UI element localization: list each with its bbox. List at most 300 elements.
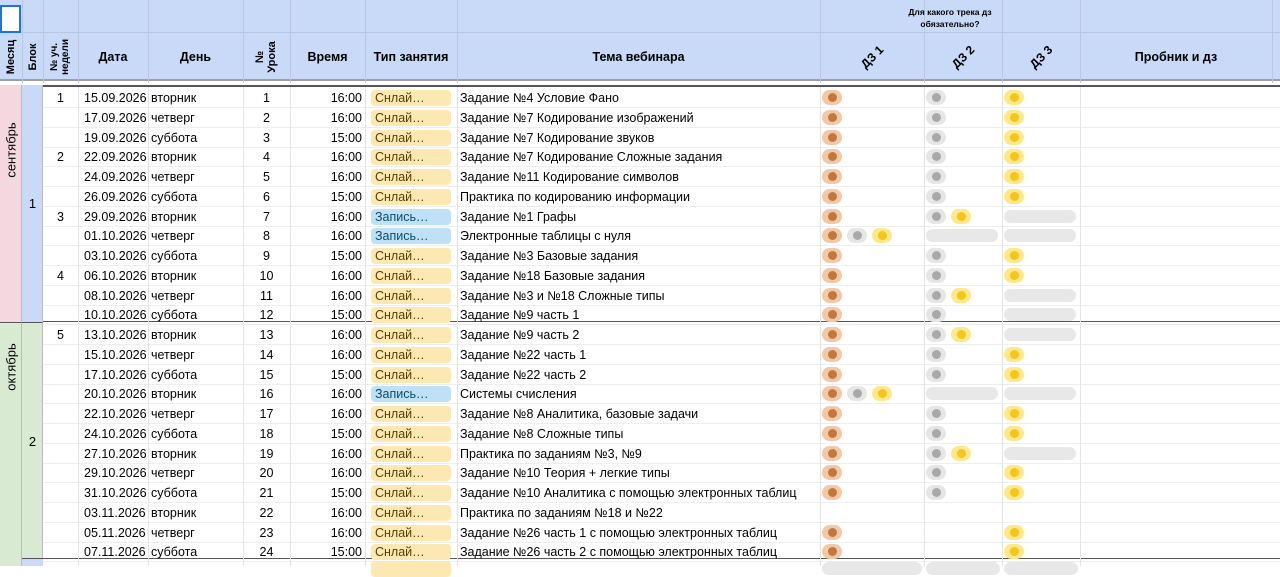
silver-medal-icon-dot bbox=[932, 251, 941, 260]
gold-medal-icon-dot bbox=[957, 291, 966, 300]
silver-medal-icon-dot bbox=[932, 271, 941, 280]
type-chip-online[interactable]: Снлай… bbox=[371, 525, 451, 541]
bronze-medal-icon-dot bbox=[828, 251, 837, 260]
header-gridline bbox=[1272, 0, 1273, 83]
lesson-number: 10 bbox=[259, 269, 274, 283]
silver-medal-icon[interactable] bbox=[926, 446, 946, 461]
header-dz3 bbox=[1002, 33, 1080, 81]
gold-medal-icon[interactable] bbox=[872, 386, 892, 401]
type-chip-online[interactable]: Снлай… bbox=[371, 288, 451, 304]
gold-medal-icon-dot bbox=[1010, 271, 1019, 280]
silver-medal-icon-dot bbox=[853, 231, 862, 240]
gold-medal-icon-dot bbox=[1010, 409, 1019, 418]
silver-medal-icon-dot bbox=[932, 468, 941, 477]
silver-medal-icon[interactable] bbox=[847, 228, 867, 243]
bronze-medal-icon-dot bbox=[828, 528, 837, 537]
bronze-medal-icon[interactable] bbox=[822, 386, 842, 401]
lesson-date: 07.11.2026 bbox=[84, 545, 146, 559]
type-chip-online[interactable]: Снлай… bbox=[371, 505, 451, 521]
lesson-number: 18 bbox=[259, 427, 274, 441]
lesson-day: вторник bbox=[151, 447, 197, 461]
type-chip-online[interactable]: Снлай… bbox=[371, 307, 451, 323]
lesson-date: 27.10.2026 bbox=[84, 447, 147, 461]
bronze-medal-icon-dot bbox=[828, 389, 837, 398]
lesson-day: четверг bbox=[151, 229, 195, 243]
bronze-medal-icon[interactable] bbox=[822, 169, 842, 184]
webinar-topic: Задание №26 часть 1 с помощью электронных таблиц bbox=[460, 526, 777, 540]
lesson-number: 5 bbox=[263, 170, 270, 184]
gold-medal-icon[interactable] bbox=[1004, 485, 1024, 500]
gold-medal-icon-dot bbox=[878, 389, 887, 398]
lesson-time: 15:00 bbox=[330, 427, 362, 441]
gold-medal-icon[interactable] bbox=[1004, 406, 1024, 421]
type-chip-online[interactable]: Снлай… bbox=[371, 169, 451, 185]
webinar-topic: Задание №10 Теория + легкие типы bbox=[460, 466, 670, 480]
lesson-time: 16:00 bbox=[330, 387, 362, 401]
webinar-topic: Практика по кодированию информации bbox=[460, 190, 690, 204]
dz3-empty-placeholder bbox=[1004, 387, 1076, 400]
lesson-number: 19 bbox=[259, 447, 274, 461]
silver-medal-icon[interactable] bbox=[926, 485, 946, 500]
top-header-strip bbox=[0, 0, 1280, 33]
header-dz3-label: ДЗ 3 bbox=[1026, 42, 1056, 72]
gold-medal-icon-dot bbox=[1010, 192, 1019, 201]
bronze-medal-icon[interactable] bbox=[822, 367, 842, 382]
lesson-day: вторник bbox=[151, 91, 197, 105]
header-date: Дата bbox=[98, 50, 128, 64]
gold-medal-icon-dot bbox=[957, 449, 966, 458]
silver-medal-icon-dot bbox=[932, 291, 941, 300]
lesson-number: 1 bbox=[263, 91, 270, 105]
bronze-medal-icon[interactable] bbox=[822, 288, 842, 303]
column-gridline bbox=[1002, 87, 1003, 566]
bronze-medal-icon[interactable] bbox=[822, 248, 842, 263]
bronze-medal-icon[interactable] bbox=[822, 268, 842, 283]
lesson-time: 16:00 bbox=[330, 289, 362, 303]
silver-medal-icon[interactable] bbox=[926, 90, 946, 105]
lesson-time: 16:00 bbox=[330, 91, 362, 105]
silver-medal-icon[interactable] bbox=[926, 189, 946, 204]
dz2-empty-placeholder bbox=[926, 229, 998, 242]
type-chip-record[interactable]: Запись… bbox=[371, 209, 451, 225]
header-day: День bbox=[179, 50, 212, 64]
lesson-time: 15:00 bbox=[330, 131, 362, 145]
type-chip-online[interactable]: Снлай… bbox=[371, 446, 451, 462]
webinar-topic: Электронные таблицы с нуля bbox=[460, 229, 631, 243]
lesson-time: 16:00 bbox=[330, 229, 362, 243]
lesson-number: 4 bbox=[263, 150, 270, 164]
webinar-topic: Задание №22 часть 2 bbox=[460, 368, 587, 382]
lesson-time: 16:00 bbox=[330, 170, 362, 184]
silver-medal-icon-dot bbox=[932, 429, 941, 438]
header-type: Тип занятия bbox=[373, 50, 449, 64]
week-number bbox=[43, 167, 78, 187]
gold-medal-icon-dot bbox=[1010, 152, 1019, 161]
type-chip-online[interactable]: Снлай… bbox=[371, 367, 451, 383]
gold-medal-icon-dot bbox=[878, 231, 887, 240]
gold-medal-icon[interactable] bbox=[1004, 169, 1024, 184]
week-number: 5 bbox=[57, 328, 64, 342]
month-oct-label: октябрь bbox=[3, 343, 19, 391]
webinar-topic: Задание №1 Графы bbox=[460, 210, 577, 224]
silver-medal-icon-dot bbox=[932, 330, 941, 339]
silver-medal-icon[interactable] bbox=[926, 209, 946, 224]
type-chip-online[interactable]: Снлай… bbox=[371, 110, 451, 126]
gold-medal-icon-dot bbox=[1010, 488, 1019, 497]
webinar-topic: Задание №9 часть 2 bbox=[460, 328, 580, 342]
gold-medal-icon[interactable] bbox=[951, 209, 971, 224]
lesson-date: 29.09.2026 bbox=[84, 210, 147, 224]
lesson-number: 12 bbox=[259, 308, 274, 322]
bronze-medal-icon-dot bbox=[828, 429, 837, 438]
webinar-topic: Задание №7 Кодирование звуков bbox=[460, 131, 655, 145]
silver-medal-icon[interactable] bbox=[926, 248, 946, 263]
lesson-date: 29.10.2026 bbox=[84, 466, 147, 480]
week-number: 4 bbox=[57, 269, 64, 283]
webinar-topic: Задание №22 часть 1 bbox=[460, 348, 587, 362]
type-chip-online[interactable]: Снлай… bbox=[371, 248, 451, 264]
webinar-topic: Практика по заданиям №18 и №22 bbox=[460, 506, 663, 520]
gold-medal-icon-dot bbox=[1010, 93, 1019, 102]
gold-medal-icon-dot bbox=[957, 212, 966, 221]
lesson-number: 11 bbox=[260, 289, 273, 303]
silver-medal-icon[interactable] bbox=[926, 288, 946, 303]
table-top-border bbox=[43, 85, 1280, 87]
silver-medal-icon-dot bbox=[932, 152, 941, 161]
lesson-time: 16:00 bbox=[330, 150, 362, 164]
gold-medal-icon-dot bbox=[1010, 370, 1019, 379]
gold-medal-icon[interactable] bbox=[951, 288, 971, 303]
bronze-medal-icon-dot bbox=[828, 449, 837, 458]
month-sep-label: сентябрь bbox=[3, 122, 19, 178]
gold-medal-icon[interactable] bbox=[951, 446, 971, 461]
lesson-day: суббота bbox=[151, 486, 198, 500]
silver-medal-icon-dot bbox=[932, 310, 941, 319]
gold-medal-icon[interactable] bbox=[1004, 268, 1024, 283]
header-dz1-label: ДЗ 1 bbox=[857, 42, 887, 72]
bronze-medal-icon-dot bbox=[828, 310, 837, 319]
bronze-medal-icon-dot bbox=[828, 547, 837, 556]
bronze-medal-icon-dot bbox=[828, 370, 837, 379]
dz3-empty-placeholder bbox=[1004, 447, 1076, 460]
gold-medal-icon-dot bbox=[1010, 468, 1019, 477]
column-gridline bbox=[457, 87, 458, 566]
type-chip-online[interactable]: Снлай… bbox=[371, 327, 451, 343]
lesson-date: 24.09.2026 bbox=[84, 170, 147, 184]
bronze-medal-icon[interactable] bbox=[822, 485, 842, 500]
lesson-time: 15:00 bbox=[330, 368, 362, 382]
silver-medal-icon[interactable] bbox=[926, 327, 946, 342]
dz3-empty-placeholder bbox=[1004, 308, 1076, 321]
week-number bbox=[43, 345, 78, 365]
type-chip-online[interactable]: Снлай… bbox=[371, 406, 451, 422]
gold-medal-icon[interactable] bbox=[1004, 525, 1024, 540]
lesson-time: 16:00 bbox=[330, 407, 362, 421]
bronze-medal-icon[interactable] bbox=[822, 426, 842, 441]
webinar-topic: Задание №7 Кодирование Сложные задания bbox=[460, 150, 723, 164]
lesson-day: четверг bbox=[151, 170, 195, 184]
week-number bbox=[43, 483, 78, 503]
type-chip-online[interactable]: Снлай… bbox=[371, 149, 451, 165]
silver-medal-icon[interactable] bbox=[926, 347, 946, 362]
lesson-time: 16:00 bbox=[330, 506, 362, 520]
lesson-time: 16:00 bbox=[330, 328, 362, 342]
lesson-date: 05.11.2026 bbox=[84, 526, 146, 540]
week-number bbox=[43, 365, 78, 385]
gold-medal-icon-dot bbox=[1010, 133, 1019, 142]
silver-medal-icon-dot bbox=[932, 212, 941, 221]
lesson-number: 9 bbox=[263, 249, 270, 263]
silver-medal-icon-dot bbox=[932, 409, 941, 418]
column-gridline bbox=[365, 87, 366, 566]
silver-medal-icon-dot bbox=[932, 113, 941, 122]
gold-medal-icon-dot bbox=[1010, 350, 1019, 359]
lesson-day: четверг bbox=[151, 466, 195, 480]
lesson-number: 22 bbox=[259, 506, 274, 520]
gold-medal-icon[interactable] bbox=[1004, 347, 1024, 362]
lesson-number: 24 bbox=[259, 545, 274, 559]
lesson-day: четверг bbox=[151, 111, 195, 125]
lesson-time: 15:00 bbox=[330, 308, 362, 322]
week-number bbox=[43, 424, 78, 444]
silver-medal-icon[interactable] bbox=[926, 367, 946, 382]
bronze-medal-icon[interactable] bbox=[822, 130, 842, 145]
type-chip-online[interactable]: Снлай… bbox=[371, 465, 451, 481]
bronze-medal-icon[interactable] bbox=[822, 228, 842, 243]
week-number bbox=[43, 523, 78, 543]
bronze-medal-icon-dot bbox=[828, 330, 837, 339]
silver-medal-icon-dot bbox=[932, 192, 941, 201]
week-number bbox=[43, 444, 78, 464]
type-chip-online[interactable]: Снлай… bbox=[371, 130, 451, 146]
silver-medal-icon[interactable] bbox=[926, 465, 946, 480]
lesson-date: 24.10.2026 bbox=[84, 427, 147, 441]
silver-medal-icon-dot bbox=[932, 350, 941, 359]
lesson-day: суббота bbox=[151, 545, 198, 559]
webinar-topic: Задание №8 Сложные типы bbox=[460, 427, 624, 441]
gold-medal-icon[interactable] bbox=[1004, 149, 1024, 164]
bronze-medal-icon[interactable] bbox=[822, 209, 842, 224]
bronze-medal-icon[interactable] bbox=[822, 465, 842, 480]
silver-medal-icon[interactable] bbox=[926, 406, 946, 421]
gold-medal-icon[interactable] bbox=[1004, 367, 1024, 382]
bronze-medal-icon[interactable] bbox=[822, 90, 842, 105]
type-chip-online-partial[interactable] bbox=[371, 561, 451, 577]
lesson-time: 16:00 bbox=[330, 526, 362, 540]
bronze-medal-icon-dot bbox=[828, 468, 837, 477]
lesson-day: вторник bbox=[151, 328, 197, 342]
block-1-label: 1 bbox=[28, 196, 37, 211]
header-week-wrap bbox=[43, 33, 77, 81]
gold-medal-icon[interactable] bbox=[1004, 426, 1024, 441]
type-chip-online[interactable]: Снлай… bbox=[371, 544, 451, 560]
bronze-medal-icon[interactable] bbox=[822, 347, 842, 362]
lesson-number: 13 bbox=[259, 328, 274, 342]
lesson-day: четверг bbox=[151, 407, 195, 421]
column-gridline bbox=[243, 87, 244, 566]
type-chip-online[interactable]: Снлай… bbox=[371, 426, 451, 442]
type-chip-online[interactable]: Снлай… bbox=[371, 347, 451, 363]
bronze-medal-icon-dot bbox=[828, 271, 837, 280]
gold-medal-icon-dot bbox=[957, 330, 966, 339]
lesson-number: 6 bbox=[263, 190, 270, 204]
type-chip-online[interactable]: Снлай… bbox=[371, 485, 451, 501]
month-sep-cell bbox=[0, 85, 22, 322]
dz3-empty-placeholder bbox=[1004, 562, 1078, 575]
header-lesson-wrap bbox=[243, 33, 290, 81]
bronze-medal-icon[interactable] bbox=[822, 446, 842, 461]
week-number bbox=[43, 463, 78, 483]
gold-medal-icon-dot bbox=[1010, 113, 1019, 122]
selected-cell[interactable] bbox=[0, 5, 21, 33]
lesson-day: вторник bbox=[151, 387, 197, 401]
lesson-date: 06.10.2026 bbox=[84, 269, 147, 283]
webinar-topic: Практика по заданиям №3, №9 bbox=[460, 447, 642, 461]
bronze-medal-icon[interactable] bbox=[822, 544, 842, 559]
gold-medal-icon[interactable] bbox=[1004, 248, 1024, 263]
gold-medal-icon[interactable] bbox=[1004, 110, 1024, 125]
lesson-date: 20.10.2026 bbox=[84, 387, 147, 401]
header-lesson: № Урока bbox=[254, 41, 278, 73]
bronze-medal-icon-dot bbox=[828, 212, 837, 221]
gold-medal-icon[interactable] bbox=[1004, 544, 1024, 559]
gold-medal-icon-dot bbox=[1010, 528, 1019, 537]
lesson-time: 16:00 bbox=[330, 210, 362, 224]
gold-medal-icon-dot bbox=[1010, 547, 1019, 556]
header-mock: Пробник и дз bbox=[1134, 50, 1218, 64]
lesson-day: суббота bbox=[151, 190, 198, 204]
bronze-medal-icon[interactable] bbox=[822, 189, 842, 204]
silver-medal-icon-dot bbox=[932, 449, 941, 458]
silver-medal-icon[interactable] bbox=[926, 130, 946, 145]
column-gridline bbox=[820, 87, 821, 566]
webinar-topic: Задание №11 Кодирование символов bbox=[460, 170, 679, 184]
gold-medal-icon[interactable] bbox=[1004, 189, 1024, 204]
bronze-medal-icon-dot bbox=[828, 231, 837, 240]
silver-medal-icon[interactable] bbox=[926, 426, 946, 441]
silver-medal-icon-dot bbox=[932, 93, 941, 102]
lesson-number: 7 bbox=[263, 210, 270, 224]
type-chip-online[interactable]: Снлай… bbox=[371, 268, 451, 284]
bronze-medal-icon[interactable] bbox=[822, 406, 842, 421]
header-dz2-label: ДЗ 2 bbox=[948, 42, 978, 72]
bronze-medal-icon-dot bbox=[828, 93, 837, 102]
week-number bbox=[43, 246, 78, 266]
column-gridline bbox=[924, 87, 925, 566]
bronze-medal-icon[interactable] bbox=[822, 525, 842, 540]
lesson-number: 2 bbox=[263, 111, 270, 125]
dz1-empty-placeholder bbox=[822, 562, 922, 575]
webinar-topic: Задание №10 Аналитика с помощью электронных таблиц bbox=[460, 486, 797, 500]
lesson-day: суббота bbox=[151, 308, 198, 322]
type-chip-online[interactable]: Снлай… bbox=[371, 189, 451, 205]
bronze-medal-icon-dot bbox=[828, 409, 837, 418]
webinar-topic: Задание №7 Кодирование изображений bbox=[460, 111, 694, 125]
week-number bbox=[43, 187, 78, 207]
lesson-date: 22.10.2026 bbox=[84, 407, 147, 421]
lesson-time: 16:00 bbox=[330, 447, 362, 461]
lesson-date: 15.10.2026 bbox=[84, 348, 147, 362]
silver-medal-icon[interactable] bbox=[926, 149, 946, 164]
lesson-date: 26.09.2026 bbox=[84, 190, 147, 204]
week-number bbox=[43, 404, 78, 424]
lesson-day: вторник bbox=[151, 269, 197, 283]
lesson-number: 8 bbox=[263, 229, 270, 243]
type-chip-record[interactable]: Запись… bbox=[371, 386, 451, 402]
type-chip-online[interactable]: Снлай… bbox=[371, 90, 451, 106]
bronze-medal-icon[interactable] bbox=[822, 327, 842, 342]
bronze-medal-icon[interactable] bbox=[822, 149, 842, 164]
bronze-medal-icon[interactable] bbox=[822, 307, 842, 322]
lesson-day: четверг bbox=[151, 348, 195, 362]
gold-medal-icon[interactable] bbox=[1004, 90, 1024, 105]
lesson-time: 16:00 bbox=[330, 111, 362, 125]
header-gridline bbox=[22, 0, 23, 83]
header-dz2 bbox=[924, 33, 1002, 81]
header-month: Месяц bbox=[5, 39, 17, 75]
week-number bbox=[43, 108, 78, 128]
silver-medal-icon[interactable] bbox=[926, 110, 946, 125]
lesson-date: 31.10.2026 bbox=[84, 486, 147, 500]
dz2-empty-placeholder bbox=[926, 387, 998, 400]
gold-medal-icon[interactable] bbox=[951, 327, 971, 342]
week-number bbox=[43, 286, 78, 306]
lesson-date: 22.09.2026 bbox=[84, 150, 147, 164]
silver-medal-icon[interactable] bbox=[926, 268, 946, 283]
dz2-empty-placeholder bbox=[926, 562, 1000, 575]
column-gridline bbox=[290, 87, 291, 566]
week-number: 1 bbox=[57, 91, 64, 105]
silver-medal-icon-dot bbox=[932, 133, 941, 142]
gold-medal-icon[interactable] bbox=[1004, 465, 1024, 480]
gold-medal-icon[interactable] bbox=[1004, 130, 1024, 145]
lesson-date: 13.10.2026 bbox=[84, 328, 147, 342]
lesson-number: 20 bbox=[259, 466, 274, 480]
bronze-medal-icon-dot bbox=[828, 113, 837, 122]
silver-medal-icon[interactable] bbox=[926, 307, 946, 322]
lesson-date: 19.09.2026 bbox=[84, 131, 147, 145]
lesson-date: 17.10.2026 bbox=[84, 368, 147, 382]
type-chip-record[interactable]: Запись… bbox=[371, 228, 451, 244]
header-time: Время bbox=[307, 50, 348, 64]
webinar-topic: Задание №26 часть 2 с помощью электронных таблиц bbox=[460, 545, 777, 559]
webinar-topic: Задание №3 Базовые задания bbox=[460, 249, 639, 263]
dz3-empty-placeholder bbox=[1004, 328, 1076, 341]
lesson-number: 14 bbox=[259, 348, 274, 362]
webinar-topic: Задание №18 Базовые задания bbox=[460, 269, 646, 283]
lesson-time: 15:00 bbox=[330, 545, 362, 559]
lesson-number: 17 bbox=[259, 407, 274, 421]
bronze-medal-icon-dot bbox=[828, 152, 837, 161]
lesson-number: 21 bbox=[259, 486, 274, 500]
dz3-empty-placeholder bbox=[1004, 229, 1076, 242]
lesson-number: 16 bbox=[259, 387, 274, 401]
bronze-medal-icon-dot bbox=[828, 172, 837, 181]
bronze-medal-icon[interactable] bbox=[822, 110, 842, 125]
dz3-empty-placeholder bbox=[1004, 289, 1076, 302]
lesson-day: четверг bbox=[151, 526, 195, 540]
silver-medal-icon[interactable] bbox=[847, 386, 867, 401]
gold-medal-icon[interactable] bbox=[872, 228, 892, 243]
week-number bbox=[43, 542, 78, 562]
webinar-topic: Задание №3 и №18 Сложные типы bbox=[460, 289, 665, 303]
webinar-topic: Задание №4 Условие Фано bbox=[460, 91, 619, 105]
lesson-day: суббота bbox=[151, 427, 198, 441]
silver-medal-icon[interactable] bbox=[926, 169, 946, 184]
lesson-day: суббота bbox=[151, 131, 198, 145]
silver-medal-icon-dot bbox=[932, 488, 941, 497]
webinar-topic: Задание №9 часть 1 bbox=[460, 308, 580, 322]
